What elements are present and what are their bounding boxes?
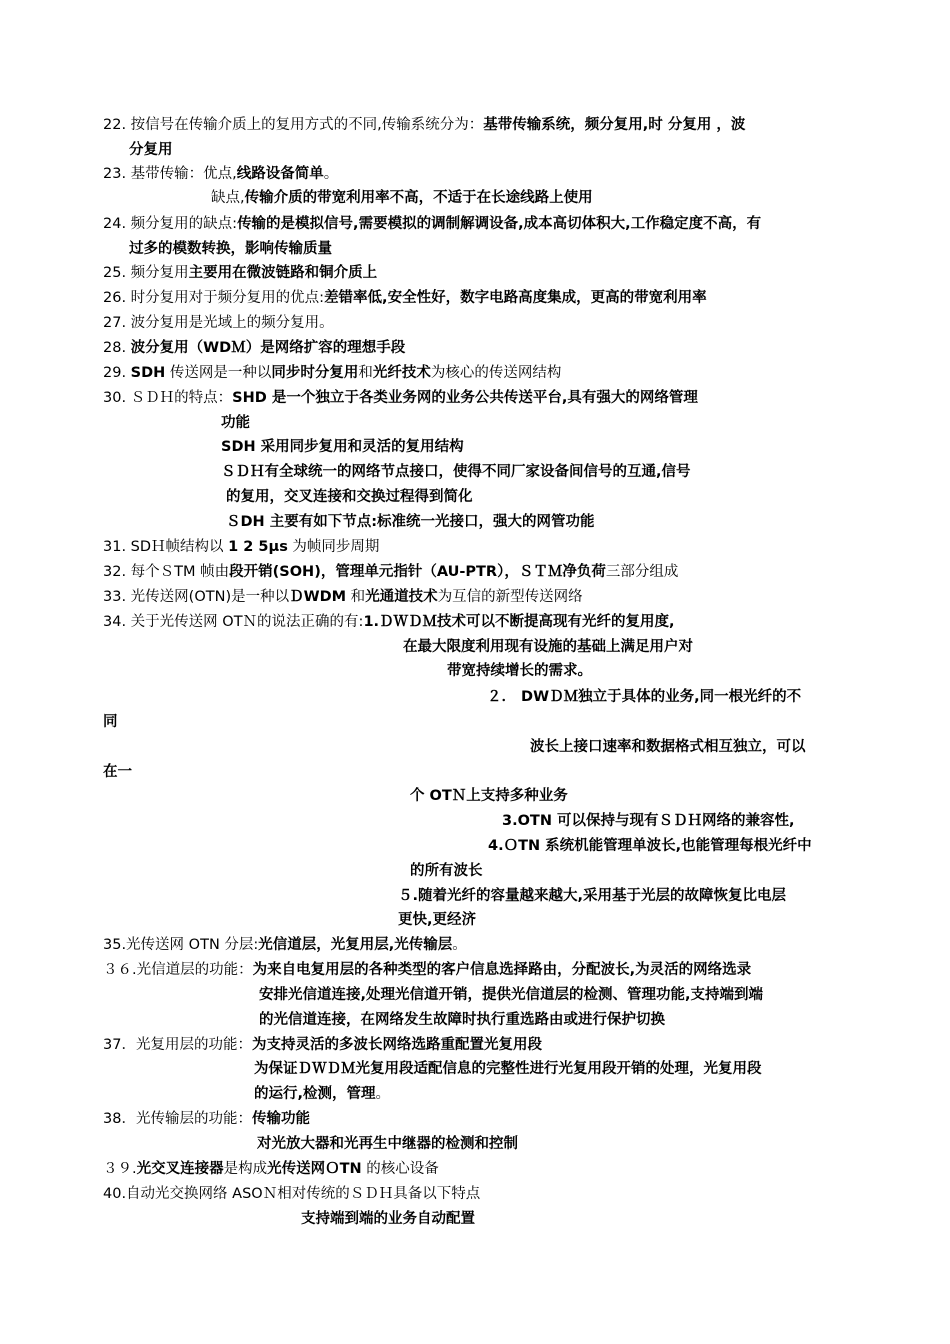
text-line [530,737,806,757]
text-line [103,612,675,632]
text-run: 37．光复用层的功能： [103,1037,252,1053]
text-line [103,214,761,234]
text-run: 35.光传送网 OTN 分层: [103,937,259,953]
text-run: 31. SDＨ帧结构以 [103,539,229,555]
bold-text-run: 为保证ＤＷＤＭ光复用段适配信息的完整性进行光复用段开销的处理，光复用段 [254,1061,762,1077]
text-line [103,1109,310,1129]
bold-text-run: 带宽持续增长的需求。 [447,663,592,679]
text-run: 25. 频分复用 [103,265,189,281]
bold-text-run: 光交叉连接器 [136,1161,224,1177]
text-line [226,487,473,507]
bold-text-run: 更快,更经济 [398,912,477,928]
bold-text-run: 的复用，交叉连接和交换过程得到简化 [226,489,473,505]
bold-text-run: 差错率低,安全性好，数字电路高度集成，更高的带宽利用率 [324,290,707,306]
text-run: 和 [346,589,366,605]
text-line [129,140,173,160]
bold-text-run: 的光信道连接，在网络发生故障时执行重选路由或进行保护切换 [259,1012,665,1028]
bold-text-run: ＳＤＨ有全球统一的网络节点接口，使得不同厂家设备间信号的互通,信号 [221,464,691,480]
text-line [410,786,568,806]
text-line [410,861,483,881]
bold-text-run: ＳDH 主要有如下节点:标准统一光接口，强大的网管功能 [226,514,595,530]
text-run: 34. 关于光传送网 OTＮ的说法正确的有: [103,614,364,630]
text-line [447,661,592,681]
bold-text-run: 对光放大器和光再生中继器的检测和控制 [257,1136,518,1152]
text-run: 为帧同步周期 [287,539,380,555]
bold-text-run: 光传送网ＯTN [267,1161,362,1177]
bold-text-run: 线路设备简单 [236,166,324,182]
bold-text-run: ５.随着光纤的容量越来越大,采用基于光层的故障恢复比电层 [398,888,787,904]
text-run: 40.自动光交换网络 ASOＮ相对传统的ＳＤＨ具备以下特点 [103,1186,481,1202]
text-line [103,363,561,383]
bold-text-run: 波长上接口速率和数据格式相互独立，可以 [530,739,806,755]
text-line [221,462,691,482]
bold-text-run: 主要用在微波链路和铜介质上 [188,265,378,281]
text-run: 30. ＳＤＨ的特点： [103,390,233,406]
text-run: 和 [358,365,373,381]
text-line [103,1159,439,1179]
text-run: 23. 基带传输：优点, [103,166,237,182]
bold-text-run: 光信道层，光复用层,光传输层 [258,937,453,953]
text-run: 26. 时分复用对于频分复用的优点: [103,290,325,306]
text-run: 为核心的传送网结构 [430,365,562,381]
text-line [103,313,334,333]
text-line [221,413,250,433]
bold-text-run: 3.OTN 可以保持与现有ＳＤＨ网络的兼容性, [502,813,795,829]
text-run: 。 [323,166,339,182]
text-line [221,437,464,457]
text-line [488,836,812,856]
text-line [103,1035,542,1055]
bold-text-run: 分复用 [129,142,173,158]
text-run: 28. [103,340,131,356]
text-line [398,886,786,906]
text-line [257,1134,518,1154]
bold-text-run: 安排光信道连接,处理光信道开销，提供光信道层的检测、管理功能,支持端到端 [259,987,764,1003]
bold-text-run: ２． DWＤＭ独立于具体的业务,同一根光纤的不 [487,689,802,705]
text-run: 缺点, [211,190,245,206]
bold-text-run: SDH 采用同步复用和灵活的复用结构 [221,439,464,455]
bold-text-run: 个 OTＮ上支持多种业务 [410,788,568,804]
text-run: 传送网是一种以 [165,365,272,381]
bold-text-run: 的运行,检测，管理 [254,1086,376,1102]
text-line [103,115,745,135]
text-run: 三部分组成 [605,564,679,580]
bold-text-run: 为来自电复用层的各种类型的客户信息选择路由，分配波长,为灵活的网络选录 [252,962,752,978]
bold-text-run: 同步时分复用 [271,365,359,381]
bold-text-run: 4.ＯTN 系统机能管理单波长,也能管理每根光纤中 [488,838,812,854]
text-line [103,263,377,283]
text-run: 38．光传输层的功能： [103,1111,252,1127]
text-run: ３６.光信道层的功能： [103,962,253,978]
bold-text-run: 同 [103,714,118,730]
text-line [103,1184,480,1204]
text-line [103,164,338,184]
bold-text-run: 支持端到端的业务自动配置 [301,1211,475,1227]
text-line [103,935,467,955]
text-line [103,288,707,308]
bold-text-run: 为支持灵活的多波长网络选路重配置光复用段 [251,1037,542,1053]
text-line [103,960,751,980]
text-run: 32. 每个ＳTM 帧由 [103,564,230,580]
text-line [129,239,332,259]
bold-text-run: 1 2 5μs [228,539,288,555]
text-line [226,512,595,532]
text-line [259,1010,665,1030]
text-line [398,910,476,930]
bold-text-run: 传输的是模拟信号,需要模拟的调制解调设备,成本高切体积大,工作稳定度不高，有 [237,216,762,232]
bold-text-run: 在一 [103,764,132,780]
text-run: 是构成 [223,1161,268,1177]
text-line [254,1059,762,1079]
text-line [502,811,795,831]
text-line [254,1084,390,1104]
text-run: ３９. [103,1161,137,1177]
text-line [403,637,693,657]
bold-text-run: 1.ＤＷＤＭ技术可以不断提高现有光纤的复用度, [363,614,675,630]
text-run: 。 [452,937,467,953]
bold-text-run: 的所有波长 [410,863,483,879]
bold-text-run: 传输介质的带宽利用率不高，不适于在长途线路上使用 [244,190,593,206]
text-run: 。 [375,1086,391,1102]
text-line [301,1209,475,1229]
bold-text-run: SHD 是一个独立于各类业务网的业务公共传送平台,具有强大的网络管理 [232,390,698,406]
text-run: 22. 按信号在传输介质上的复用方式的不同,传输系统分为： [103,117,484,133]
text-run: 为互信的新型传送网络 [437,589,583,605]
bold-text-run: 光通道技术 [365,589,438,605]
text-line [103,762,132,782]
text-line [211,188,593,208]
text-line [487,687,801,707]
text-line [259,985,763,1005]
text-line [103,562,678,582]
text-run: 27. 波分复用是光域上的频分复用。 [103,315,334,331]
bold-text-run: SDH [130,365,166,381]
bold-text-run: 功能 [221,415,250,431]
bold-text-run: 基带传输系统，频分复用,时 分复用 ，波 [483,117,746,133]
text-line [103,388,698,408]
text-run: 24. 频分复用的缺点: [103,216,238,232]
bold-text-run: 波分复用（WDＭ）是网络扩容的理想手段 [130,340,406,356]
text-line [103,712,118,732]
text-run: 29. [103,365,131,381]
text-line [103,587,583,607]
bold-text-run: 过多的模数转换，影响传输质量 [129,241,332,257]
bold-text-run: ＤWDM [289,589,347,605]
text-run: 的核心设备 [361,1161,439,1177]
bold-text-run: 在最大限度利用现有设施的基础上满足用户对 [403,639,693,655]
text-line [103,537,379,557]
text-line [103,338,405,358]
bold-text-run: 传输功能 [251,1111,310,1127]
bold-text-run: 段开销(SOH)，管理单元指针（AU-PTR），ＳＴＭ净负荷 [229,564,606,580]
text-run: 33. 光传送网(OTN)是一种以 [103,589,290,605]
bold-text-run: 光纤技术 [372,365,431,381]
